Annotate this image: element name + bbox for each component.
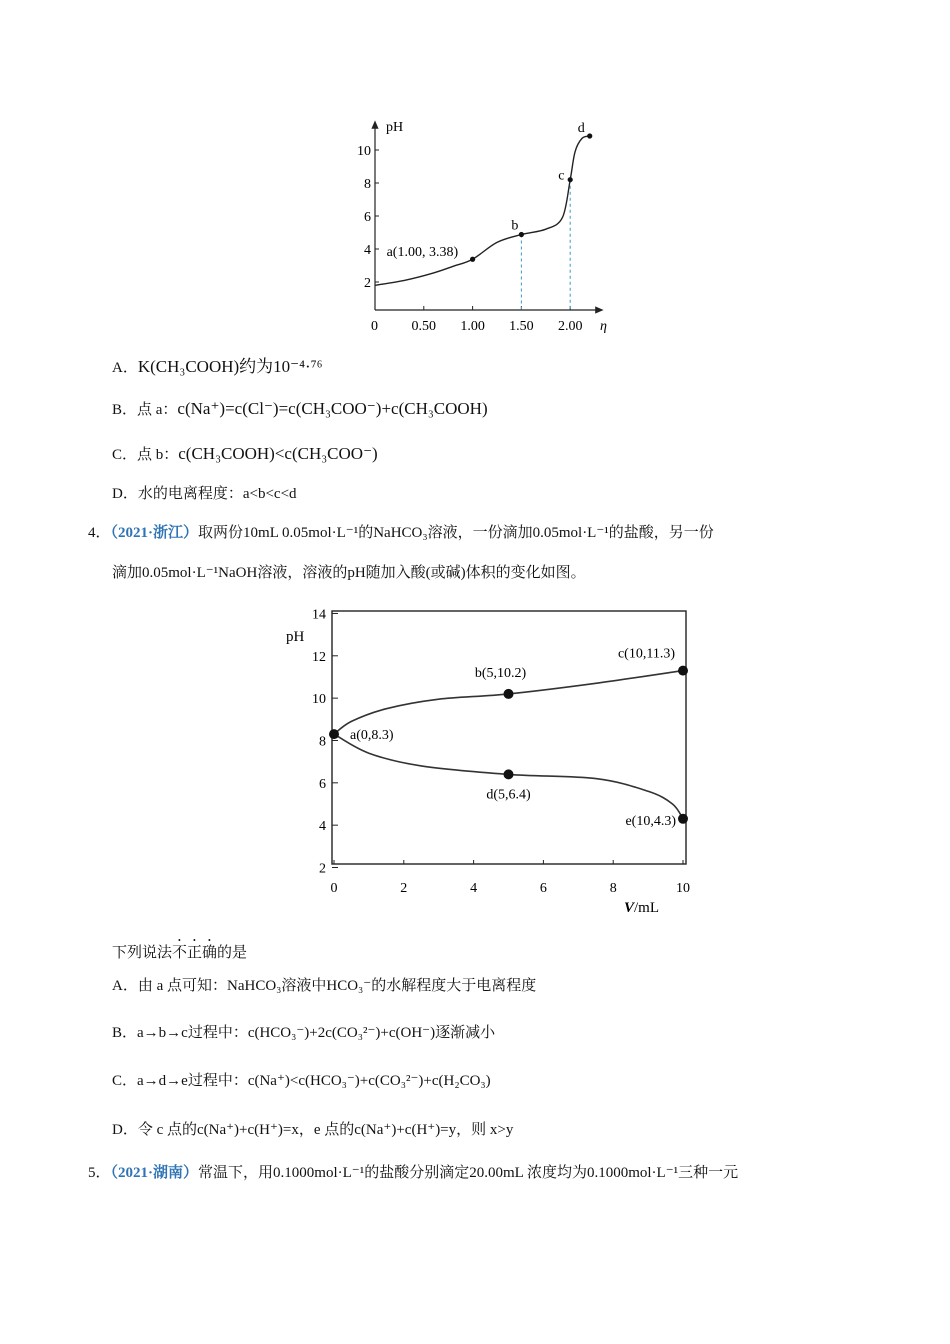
chart-1-xtick-label: 0 [371,319,378,334]
chart-1-ytick-label: 10 [357,144,371,159]
chart-2-point [678,814,688,824]
q4-option-d-text: D．令 c 点的c(Na⁺)+c(H⁺)=x，e 点的c(Na⁺)+c(H⁺)=y，则 x>y [112,1122,514,1138]
chart-2-xlabel-unit: /mL [634,900,660,916]
q5-stem-text: 常温下，用0.1000mol·L⁻¹的盐酸分别滴定20.00mL 浓度均为0.1000mol·L⁻¹三种一元 [198,1165,739,1181]
chart-1-xlabel: η [600,319,607,334]
q5-stem [88,1162,738,1184]
chart-1-point-label: d [577,120,585,136]
q3-option-c-text: c(CH₃COOH)<c(CH₃COO⁻) [178,444,378,463]
chart-1-xtick-label: 0.50 [411,319,437,334]
q3-option-d-lead: D．水的电离程度： [112,486,243,502]
q4-stem-line-1 [88,522,714,544]
q4-option-b-text: B．a→b→c过程中：c(HCO₃⁻)+2c(CO₃²⁻)+c(OH⁻)逐渐减小 [112,1025,496,1041]
q3-option-d-text: a<b<c<d [242,486,297,502]
q4-option-c [112,1070,491,1092]
q3-option-c [112,443,378,466]
chart-2-point-label: a(0,8.3) [350,728,394,744]
q4-source-tag: （2021·浙江） [110,525,199,541]
chart-2-point [504,689,514,699]
q4-option-c-text: C．a→d→e过程中：c(Na⁺)<c(HCO₃⁻)+c(CO₃²⁻)+c(H₂CO₃) [112,1073,491,1089]
q4-number: 4． [88,525,111,541]
chart-1-point [519,232,524,237]
chart-2-ytick-label: 14 [312,607,326,623]
chart-1-point-label: a(1.00, 3.38) [386,245,459,261]
chart-2-xtick-label: 0 [330,881,338,896]
q3-option-c-lead: C．点 b： [112,447,179,463]
q3-option-a [112,356,323,379]
q3-option-b-text: c(Na⁺)=c(Cl⁻)=c(CH₃COO⁻)+c(CH₃COOH) [177,399,488,418]
chart-2-xtick-label: 6 [539,881,547,896]
chart-2-ytick-label: 2 [319,861,326,877]
q3-option-d [112,483,297,505]
chart-1-point [568,177,573,182]
q4-stem-line-2 [112,562,586,584]
chart-1-point [470,257,475,262]
chart-2-xtick-label: 2 [400,881,408,896]
q4-option-a-text: A．由 a 点可知：NaHCO₃溶液中HCO₃⁻的水解程度大于电离程度 [112,978,537,994]
chart-2-point-label: b(5,10.2) [474,665,527,681]
chart-1-ytick-label: 2 [364,276,371,291]
chart-1-xtick-label: 1.50 [509,319,534,334]
chart-1-ytick-label: 4 [364,243,371,258]
chart-1-curve [375,136,590,285]
chart-2-xlabel [624,900,659,916]
q3-option-b-lead: B．点 a： [112,402,178,418]
chart-1-ytick-label: 6 [364,210,371,225]
chart-2 [0,595,950,935]
chart-2-ytick-label: 10 [312,692,326,708]
q4-prompt-post: 的是 [217,945,248,961]
chart-2-xtick-label: 10 [676,881,690,896]
q4-prompt-pre: 下列说法 [112,945,173,961]
q4-option-a [112,975,536,997]
q3-option-a-text: K(CH₃COOH)约为10⁻⁴·⁷⁶ [137,357,323,376]
chart-1-ytick-label: 8 [364,177,371,192]
q4-option-d [112,1119,513,1141]
chart-2-point [678,666,688,676]
chart-2-xtick-label: 4 [470,881,478,896]
chart-2-xlabel-var: V [624,900,635,916]
chart-1-xtick-label: 1.00 [460,319,485,334]
chart-2-ytick-label: 6 [319,776,326,792]
chart-1 [0,0,950,350]
q4-stem-2: 滴加0.05mol·L⁻¹NaOH溶液，溶液的pH随加入酸(或碱)体积的变化如图。 [112,565,586,581]
chart-2-point-label: d(5,6.4) [486,787,531,803]
chart-2-ylabel: pH [286,629,305,645]
chart-2-point [504,769,514,779]
chart-2-ytick-label: 12 [312,649,326,665]
q3-option-b [112,398,488,421]
q5-source-tag: （2021·湖南） [110,1165,199,1181]
chart-2-xtick-label: 8 [609,881,617,896]
q4-option-b [112,1022,495,1044]
q5-number: 5． [88,1165,111,1181]
chart-2-ytick-label: 4 [319,819,326,835]
chart-2-ytick-label: 8 [319,734,326,750]
q3-option-a-lead: A． [112,360,138,376]
chart-2-point-label: c(10,11.3) [617,646,675,662]
q4-prompt [112,936,247,964]
chart-1-xtick-label: 2.00 [557,319,583,334]
chart-1-point-label: c [558,168,565,184]
chart-1-point-label: b [511,218,519,234]
q4-prompt-emphasis: 不正确 [172,945,218,961]
chart-2-point [329,729,339,739]
chart-1-point [587,133,592,138]
chart-2-point-label: e(10,4.3) [625,813,676,829]
q4-stem-1: 取两份10mL 0.05mol·L⁻¹的NaHCO₃溶液，一份滴加0.05mol·L⁻¹的盐酸，另一份 [198,525,714,541]
chart-1-ylabel: pH [386,120,404,135]
